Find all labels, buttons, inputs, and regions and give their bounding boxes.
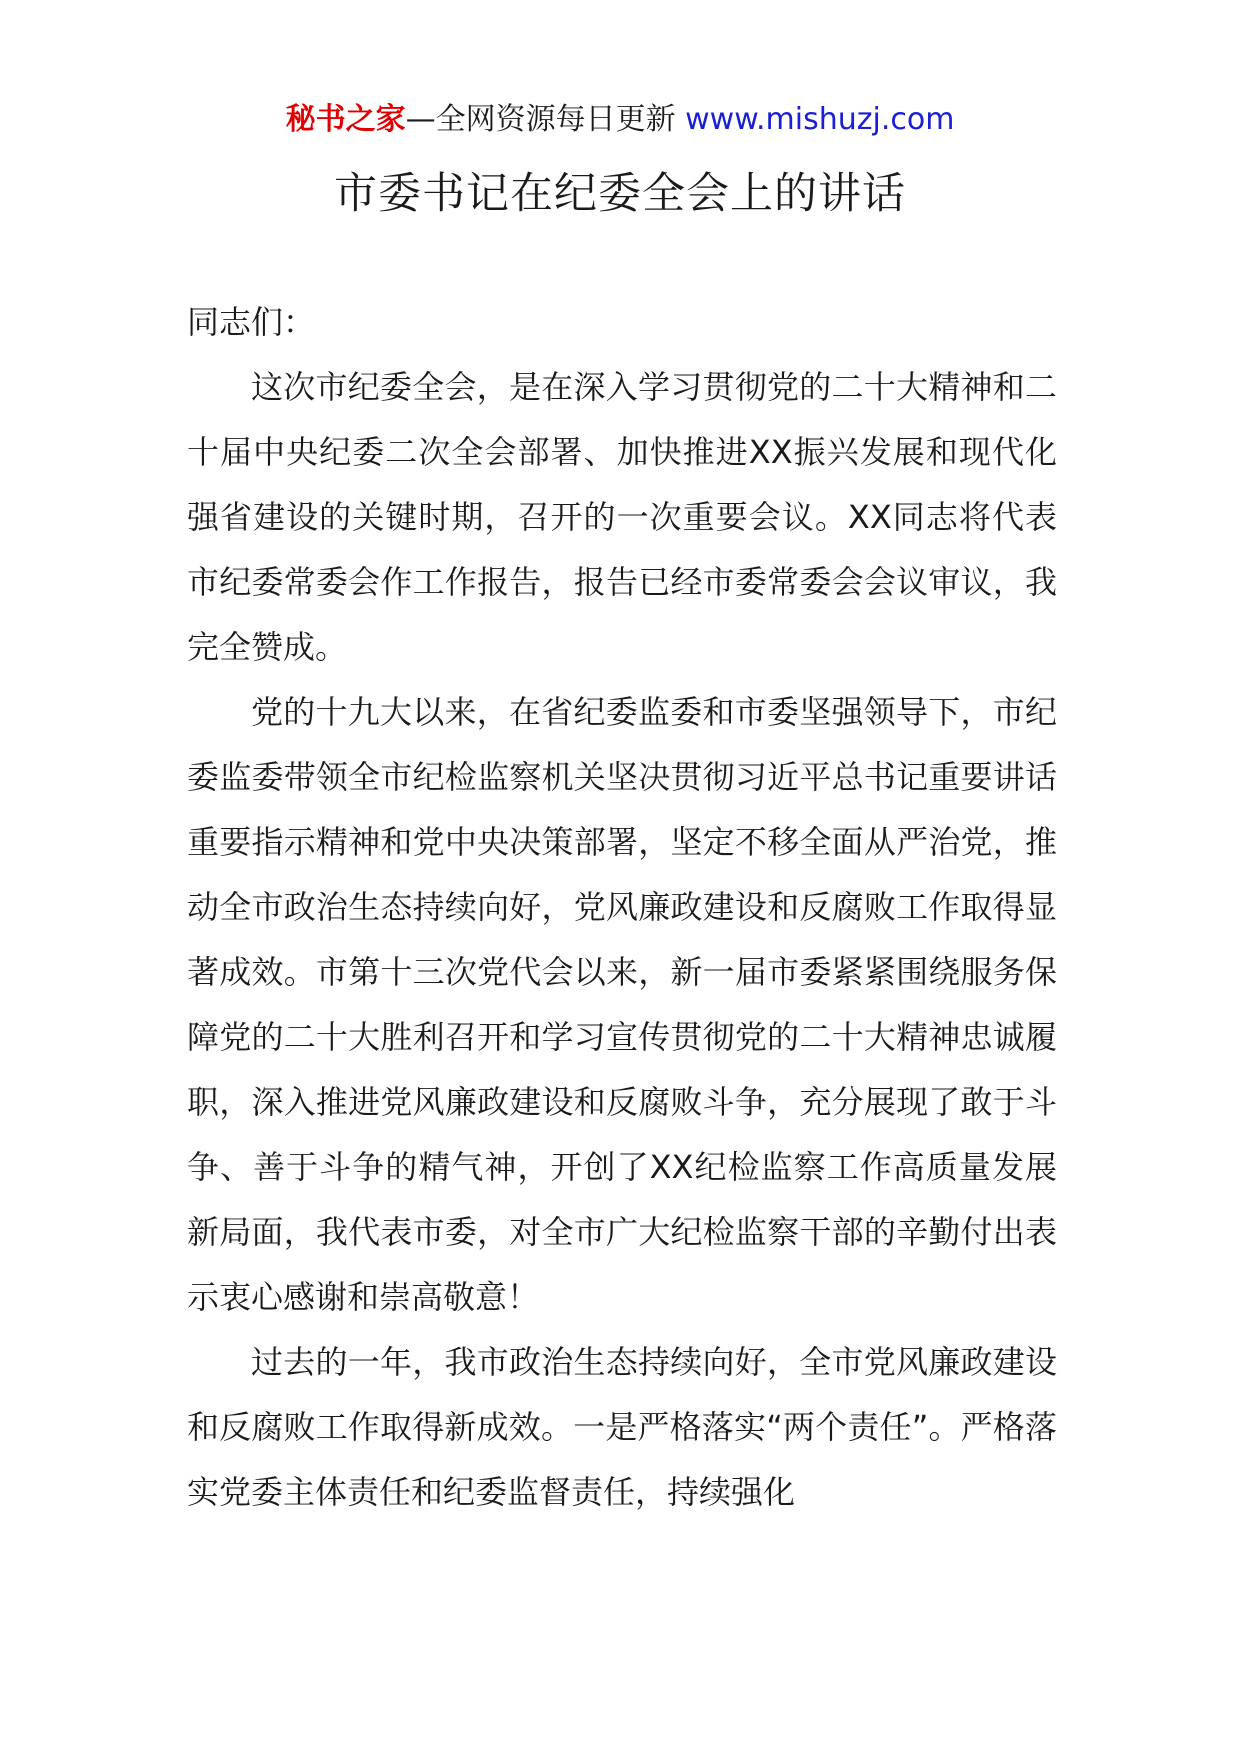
paragraph-3: 过去的一年，我市政治生态持续向好，全市党风廉政建设和反腐败工作取得新成效。一是严格落实“两个责任”。严格落实党委主体责任和纪委监督责任，持续强化 bbox=[187, 1343, 1057, 1511]
document-title: 市委书记在纪委全会上的讲话 bbox=[334, 169, 906, 219]
paragraph-1: 这次市纪委全会，是在深入学习贯彻党的二十大精神和二十届中央纪委二次全会部署、加快推进XX振兴发展和现代化强省建设的关键时期，召开的一次重要会议。XX同志将代表市纪委常委会作工作报告，报告已经市委常委会会议审议，我完全赞成。 bbox=[187, 368, 1057, 666]
brand-name: 秘书之家 bbox=[285, 102, 406, 137]
paragraph-2: 党的十九大以来，在省纪委监委和市委坚强领导下，市纪委监委带领全市纪检监察机关坚决贯彻习近平总书记重要讲话重要指示精神和党中央决策部署，坚定不移全面从严治党，推动全市政治生态持续向好，党风廉政建设和反腐败工作取得显著成效。市第十三次党代会以来，新一届市委紧紧围绕服务保障党的二十大胜利召开和学习宣传贯彻党的二十大精神忠诚履职，深入推进党风廉政建设和反腐败斗争，充分展现了敢于斗争、善于斗争的精气神，开创了XX纪检监察工作高质量发展新局面，我代表市委，对全市广大纪检监察干部的辛勤付出表示衷心感谢和崇高敬意！ bbox=[187, 693, 1057, 1316]
document-body bbox=[187, 290, 1057, 1525]
site-url-link[interactable]: www.mishuzj.com bbox=[685, 102, 955, 137]
site-header-banner bbox=[0, 98, 1240, 142]
salutation: 同志们： bbox=[187, 303, 316, 341]
header-tagline: —全网资源每日更新 bbox=[405, 102, 686, 137]
